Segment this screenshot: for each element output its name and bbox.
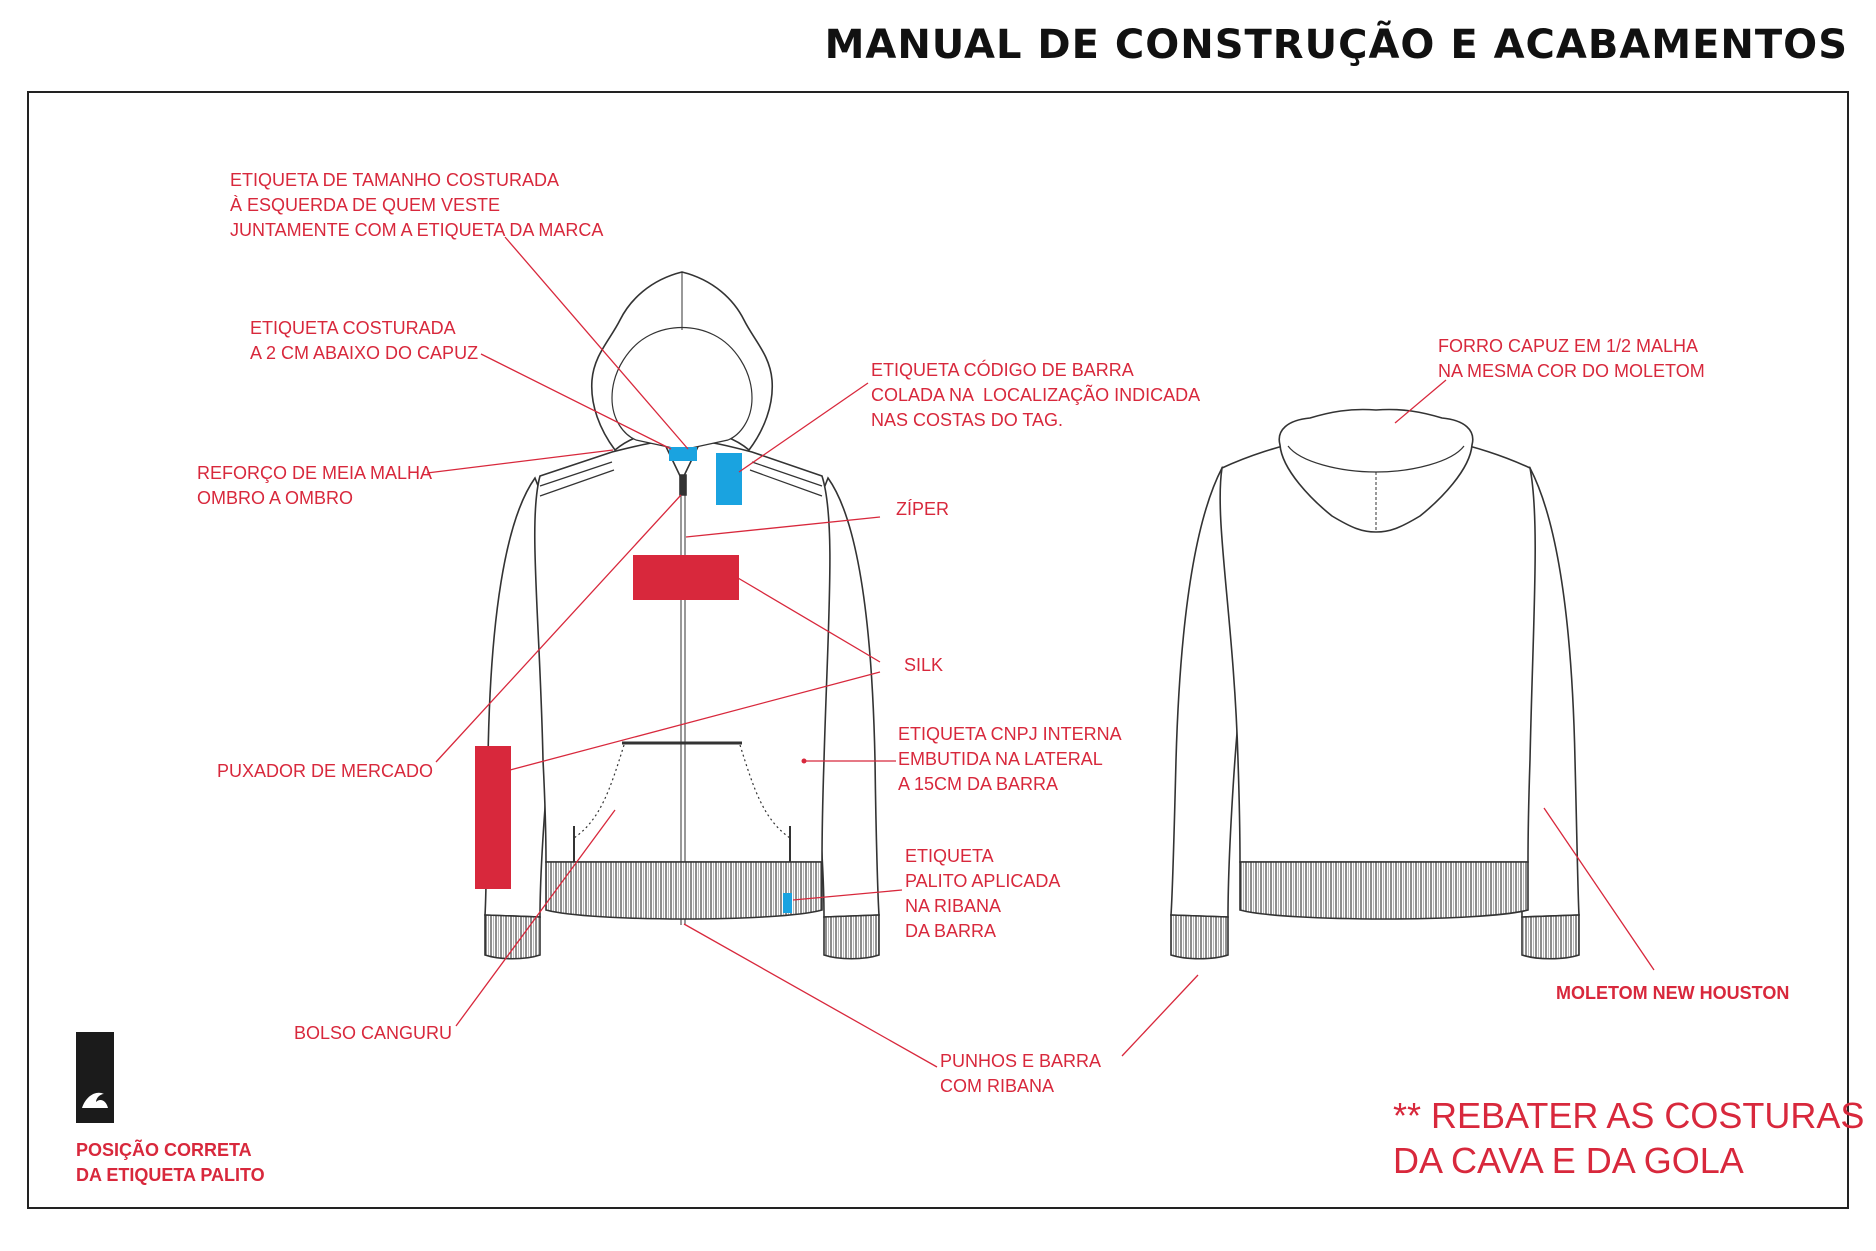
front-right-cuff	[824, 915, 879, 959]
label-model-name: MOLETOM NEW HOUSTON	[1556, 983, 1790, 1003]
stick-label-marker	[783, 893, 792, 913]
back-right-cuff	[1522, 915, 1579, 959]
back-left-cuff	[1171, 915, 1228, 959]
label-market-puller: PUXADOR DE MERCADO	[217, 761, 434, 781]
label-cuffs-hem: PUNHOS E BARRA COM RIBANA	[940, 1051, 1102, 1096]
label-cnpj: ETIQUETA CNPJ INTERNA EMBUTIDA NA LATERAL A 15CM DA BARRA	[898, 724, 1122, 794]
back-hem-ribbing	[1240, 862, 1528, 919]
seam-note: ** REBATER AS COSTURAS DA CAVA E DA GOLA	[1393, 1095, 1865, 1181]
label-kangaroo-pocket: BOLSO CANGURU	[294, 1023, 453, 1043]
brand-label-marker	[669, 447, 697, 461]
front-hem-ribbing	[546, 862, 822, 919]
barcode-tag-marker	[716, 453, 742, 505]
label-reinforcement: REFORÇO DE MEIA MALHA OMBRO A OMBRO	[197, 463, 433, 508]
page-title: MANUAL DE CONSTRUÇÃO E ACABAMENTOS	[824, 22, 1848, 68]
label-stick-tag: ETIQUETA PALITO APLICADA NA RIBANA DA BARRA	[905, 846, 1061, 941]
label-sewn-tag: ETIQUETA COSTURADA A 2 CM ABAIXO DO CAPUZ	[250, 318, 479, 363]
front-hoodie	[485, 272, 879, 959]
zipper-pull	[680, 475, 686, 495]
label-silk: SILK	[904, 655, 944, 675]
silk-sleeve-marker	[475, 746, 511, 889]
label-zipper: ZÍPER	[896, 499, 950, 519]
silk-chest-marker	[633, 555, 739, 600]
label-barcode: ETIQUETA CÓDIGO DE BARRA COLADA NA LOCALIZAÇÃO INDICADA NAS COSTAS DO TAG.	[871, 360, 1201, 430]
back-hoodie	[1171, 409, 1579, 958]
front-body	[535, 440, 830, 862]
label-hood-lining: FORRO CAPUZ EM 1/2 MALHA NA MESMA COR DO MOLETOM	[1438, 336, 1705, 381]
front-left-cuff	[485, 915, 540, 959]
label-stick-position: POSIÇÃO CORRETA DA ETIQUETA PALITO	[76, 1140, 265, 1185]
stick-label-logo	[76, 1032, 114, 1123]
label-size-tag: ETIQUETA DE TAMANHO COSTURADA À ESQUERDA DE QUEM VESTE JUNTAMENTE COM A ETIQUETA DA MARCA	[230, 170, 604, 240]
